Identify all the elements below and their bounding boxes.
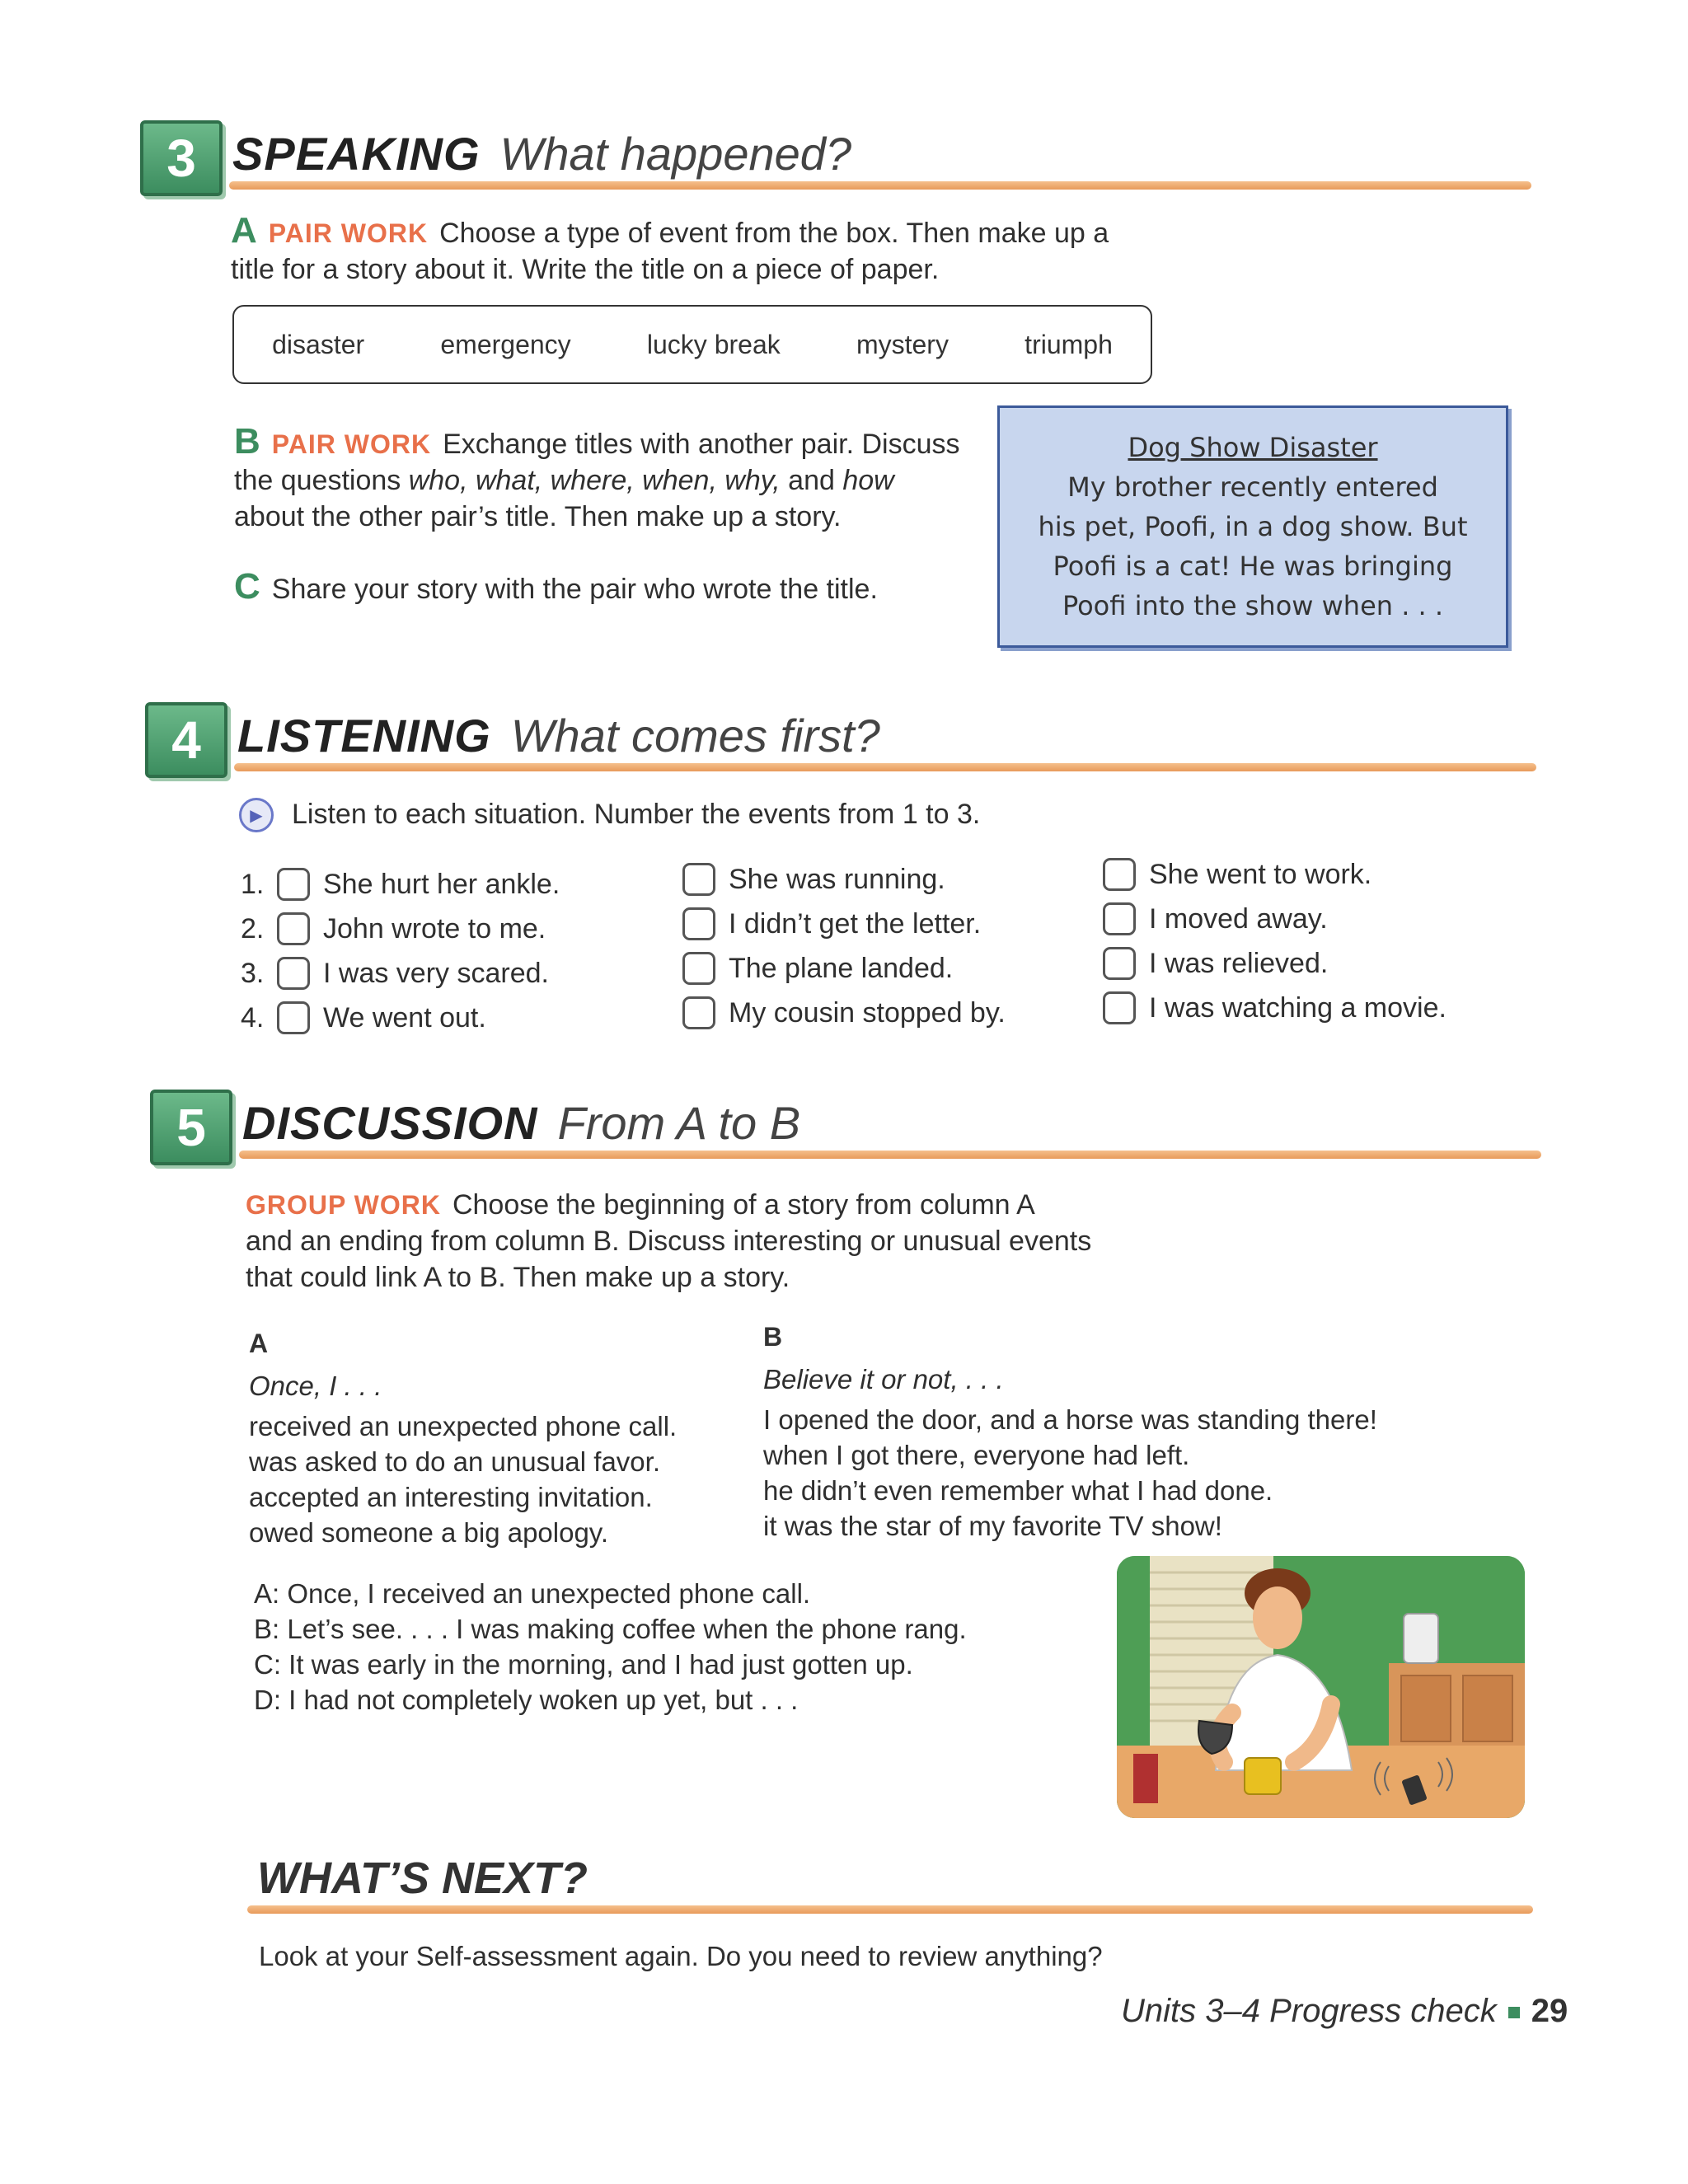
group-work-label: GROUP WORK (246, 1190, 441, 1220)
word-item: lucky break (646, 329, 781, 359)
event-text: We went out. (323, 1001, 486, 1033)
listening-instruction: Listen to each situation. Number the events from 1 to 3. (292, 799, 981, 830)
whats-next-text: Look at your Self-assessment again. Do you need to review anything? (259, 1941, 1103, 1971)
section-title-sub: What comes first? (510, 710, 880, 762)
list-item (682, 857, 1006, 902)
section-title (237, 709, 880, 762)
event-text: John wrote to me. (323, 912, 546, 944)
events-column-2 (682, 857, 1006, 1035)
word-item: triumph (1025, 329, 1113, 359)
event-text: I moved away. (1149, 902, 1328, 935)
task-text: and an ending from column B. Discuss interesting or unusual events (246, 1226, 1092, 1257)
dialogue (254, 1576, 967, 1718)
section-rule (239, 1151, 1541, 1159)
story-line: Poofi into the show when . . . (1062, 590, 1444, 621)
pair-work-label: PAIR WORK (268, 218, 429, 248)
footer-square-icon (1508, 2007, 1520, 2018)
number-box[interactable] (277, 868, 310, 901)
list-item: accepted an interesting invitation. (249, 1482, 653, 1512)
event-text: She went to work. (1149, 858, 1372, 890)
task-3c (234, 566, 878, 607)
word-box (232, 305, 1152, 384)
task-text: the questions (234, 465, 409, 496)
illustration-svg (1117, 1556, 1525, 1818)
list-item (1103, 941, 1447, 986)
number-box[interactable] (682, 996, 715, 1029)
task-text: and (780, 465, 843, 496)
list-item (241, 907, 560, 951)
task-text: Choose the beginning of a story from column A (452, 1189, 1035, 1221)
column-a (249, 1368, 677, 1550)
section-rule (247, 1905, 1533, 1914)
list-item (1103, 852, 1447, 897)
section-title-main: SPEAKING (232, 128, 481, 180)
section-title-main: LISTENING (237, 710, 491, 762)
number-box[interactable] (277, 912, 310, 945)
illustration-man-pouring-coffee (1117, 1556, 1525, 1818)
dialogue-line: C: It was early in the morning, and I had just gotten up. (254, 1649, 913, 1680)
story-line: his pet, Poofi, in a dog show. But (1038, 511, 1468, 542)
task-text-italic: how (842, 465, 894, 496)
number-box[interactable] (277, 957, 310, 990)
task-text-italic: who, what, where, when, why, (408, 465, 781, 496)
pair-work-label: PAIR WORK (271, 429, 432, 459)
section-number-badge: 3 (140, 120, 223, 196)
task-3b (234, 421, 960, 535)
page-footer (1121, 1993, 1568, 2030)
column-b-heading: B (763, 1322, 783, 1352)
section-number-badge: 4 (145, 702, 227, 778)
events-column-1 (241, 862, 560, 1040)
column-b (763, 1361, 1377, 1544)
number-box[interactable] (1103, 947, 1136, 980)
list-item (682, 946, 1006, 991)
dialogue-line: B: Let’s see. . . . I was making coffee when the phone rang. (254, 1614, 967, 1644)
column-a-heading: A (249, 1329, 269, 1358)
section-title (242, 1096, 800, 1150)
number-box[interactable] (1103, 991, 1136, 1024)
audio-play-icon[interactable]: ▶ (239, 798, 274, 832)
column-b-lead: Believe it or not, . . . (763, 1364, 1004, 1394)
word-item: disaster (272, 329, 365, 359)
task-letter: C (234, 566, 260, 607)
dialogue-line: D: I had not completely woken up yet, but . . . (254, 1685, 799, 1715)
section-title-sub: What happened? (499, 128, 852, 180)
event-text: My cousin stopped by. (729, 996, 1006, 1029)
list-item: it was the star of my favorite TV show! (763, 1511, 1222, 1541)
list-item: I opened the door, and a horse was standing there! (763, 1404, 1377, 1435)
task-text: Share your story with the pair who wrote the title. (271, 574, 878, 605)
task-3a (231, 210, 1109, 288)
whats-next-title: WHAT’S NEXT? (257, 1854, 588, 1903)
dialogue-line: A: Once, I received an unexpected phone call. (254, 1578, 811, 1609)
footer-label: Units 3–4 Progress check (1121, 1993, 1497, 2029)
task-letter: A (231, 210, 257, 251)
section-number-badge: 5 (150, 1090, 232, 1165)
word-item: emergency (440, 329, 571, 359)
word-item: mystery (856, 329, 949, 359)
list-item: he didn’t even remember what I had done. (763, 1475, 1273, 1506)
list-item (682, 991, 1006, 1035)
page-number: 29 (1531, 1993, 1568, 2029)
event-text: I was watching a movie. (1149, 991, 1447, 1024)
task-letter: B (234, 421, 260, 462)
item-number: 2. (241, 912, 265, 944)
event-text: She hurt her ankle. (323, 868, 560, 900)
list-item: was asked to do an unusual favor. (249, 1446, 660, 1477)
column-a-lead: Once, I . . . (249, 1371, 382, 1401)
item-number: 3. (241, 957, 265, 989)
story-line: My brother recently entered (1067, 471, 1438, 503)
list-item: owed someone a big apology. (249, 1517, 609, 1548)
list-item (241, 951, 560, 996)
section-title (232, 127, 851, 180)
story-line: Poofi is a cat! He was bringing (1053, 551, 1453, 582)
task-text: about the other pair’s title. Then make up a story. (234, 501, 842, 532)
section-title-main: DISCUSSION (242, 1097, 538, 1149)
list-item (1103, 897, 1447, 941)
task-text: that could link A to B. Then make up a story. (246, 1262, 790, 1293)
event-text: I was relieved. (1149, 947, 1329, 979)
event-text: She was running. (729, 863, 945, 895)
list-item (1103, 986, 1447, 1030)
story-title: Dog Show Disaster (1128, 432, 1378, 463)
item-number: 1. (241, 868, 265, 900)
number-box[interactable] (682, 863, 715, 896)
section-rule (234, 763, 1536, 771)
number-box[interactable] (682, 952, 715, 985)
number-box[interactable] (682, 907, 715, 940)
event-text: I didn’t get the letter. (729, 907, 982, 940)
item-number: 4. (241, 1001, 265, 1033)
section-title-sub: From A to B (557, 1097, 801, 1149)
story-card (997, 405, 1508, 648)
events-column-3 (1103, 852, 1447, 1030)
number-box[interactable] (1103, 858, 1136, 891)
number-box[interactable] (277, 1001, 310, 1034)
task-text: Choose a type of event from the box. Then make up a (439, 218, 1109, 249)
number-box[interactable] (1103, 902, 1136, 935)
section-rule (229, 181, 1531, 190)
task-5 (246, 1187, 1091, 1296)
task-text: Exchange titles with another pair. Discuss (443, 429, 960, 460)
list-item: when I got there, everyone had left. (763, 1440, 1190, 1470)
list-item (241, 862, 560, 907)
task-text: title for a story about it. Write the title on a piece of paper. (231, 254, 940, 285)
event-text: The plane landed. (729, 952, 954, 984)
list-item (241, 996, 560, 1040)
event-text: I was very scared. (323, 957, 549, 989)
list-item (682, 902, 1006, 946)
list-item: received an unexpected phone call. (249, 1411, 678, 1441)
